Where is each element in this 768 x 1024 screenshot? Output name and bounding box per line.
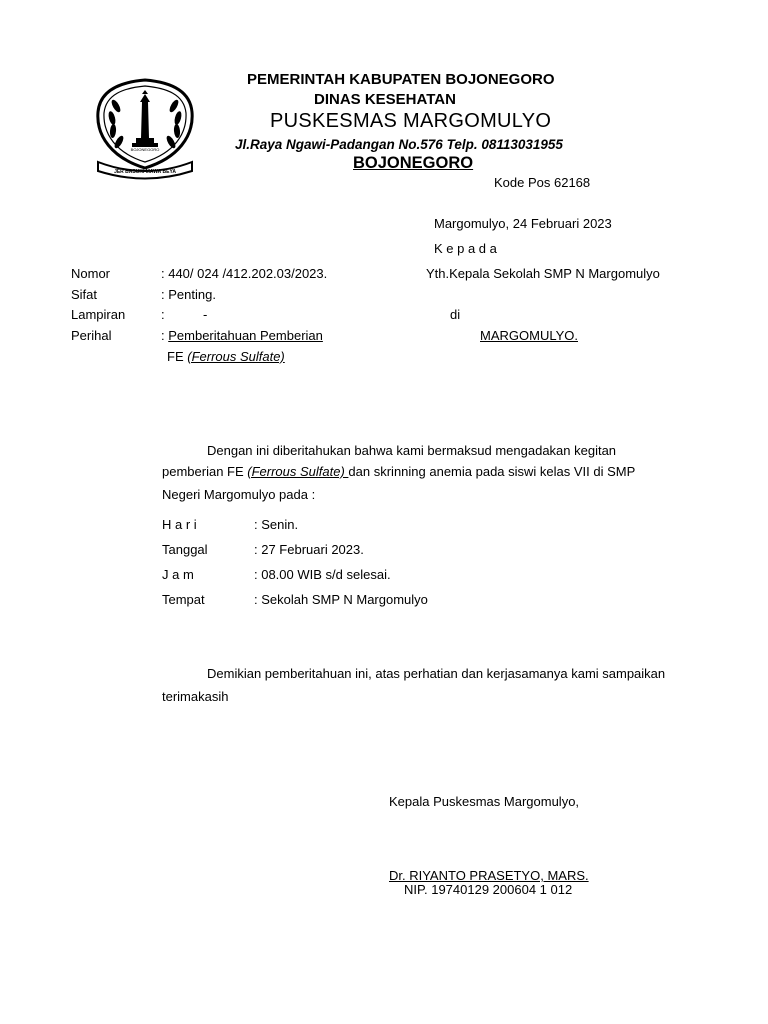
signature-title: Kepala Puskesmas Margomulyo, xyxy=(389,794,580,809)
perihal-subject: Pemberitahuan Pemberian xyxy=(168,328,323,343)
perihal-label: Perihal xyxy=(71,328,112,343)
body-p1-line2-c: dan skrinning anemia pada siswi kelas VII di SMP xyxy=(348,464,636,479)
kepada-label: K e p a d a xyxy=(434,241,497,256)
schedule-value-tanggal: : 27 Februari 2023. xyxy=(254,542,364,557)
signature-nip: NIP. 19740129 200604 1 012 xyxy=(404,882,573,897)
lampiran-value: - xyxy=(203,307,208,322)
letterhead-government: PEMERINTAH KABUPATEN BOJONEGORO xyxy=(247,71,555,88)
perihal-colon: : xyxy=(161,328,169,343)
schedule-value-jam: : 08.00 WIB s/d selesai. xyxy=(254,567,391,582)
letter-date: Margomulyo, 24 Februari 2023 xyxy=(434,216,612,231)
schedule-label-tanggal: Tanggal xyxy=(162,542,208,557)
sifat-value: : Penting. xyxy=(161,287,216,302)
recipient-name: Yth.Kepala Sekolah SMP N Margomulyo xyxy=(426,266,660,281)
signature-name: Dr. RIYANTO PRASETYO, MARS. xyxy=(389,868,589,883)
recipient-place: MARGOMULYO. xyxy=(480,328,578,343)
letterhead-city: BOJONEGORO xyxy=(353,154,474,172)
perihal-ferrous-sulfate: (Ferrous Sulfate) xyxy=(187,349,285,364)
nomor-label: Nomor xyxy=(71,266,111,281)
perihal-fe: FE xyxy=(167,349,188,364)
schedule-label-jam: J a m xyxy=(162,567,194,582)
schedule-label-hari: H a r i xyxy=(162,517,197,532)
bojonegoro-seal-logo xyxy=(92,76,198,180)
perihal-line2 xyxy=(167,349,285,364)
body-p1-line2-a: pemberian FE xyxy=(162,464,248,479)
schedule-value-hari: : Senin. xyxy=(254,517,299,532)
body-p2-line2: terimakasih xyxy=(162,689,229,704)
body-p1-ferrous-sulfate: (Ferrous Sulfate) xyxy=(247,464,349,479)
perihal-value xyxy=(161,328,323,343)
letterhead-department: DINAS KESEHATAN xyxy=(314,91,456,108)
sifat-label: Sifat xyxy=(71,287,98,302)
schedule-value-tempat: : Sekolah SMP N Margomulyo xyxy=(254,592,428,607)
body-p1-line2 xyxy=(162,464,635,479)
letterhead-institution: PUSKESMAS MARGOMULYO xyxy=(270,110,552,132)
body-p1-line3: Negeri Margomulyo pada : xyxy=(162,487,316,502)
recipient-di: di xyxy=(450,307,461,322)
nomor-value: : 440/ 024 /412.202.03/2023. xyxy=(161,266,328,281)
letterhead-address: Jl.Raya Ngawi-Padangan No.576 Telp. 08113031955 xyxy=(235,137,563,152)
letterhead-postal-code: Kode Pos 62168 xyxy=(494,175,591,190)
svg-text:JER BASUKI MAWA BEYA: JER BASUKI MAWA BEYA xyxy=(114,169,176,175)
lampiran-colon: : xyxy=(161,307,165,322)
schedule-label-tempat: Tempat xyxy=(162,592,205,607)
lampiran-label: Lampiran xyxy=(71,307,126,322)
body-p2-line1: Demikian pemberitahuan ini, atas perhatian dan kerjasamanya kami sampaikan xyxy=(207,666,666,681)
svg-text:BOJONEGORO: BOJONEGORO xyxy=(130,147,160,152)
body-p1-line1: Dengan ini diberitahukan bahwa kami bermaksud mengadakan kegitan xyxy=(207,443,617,458)
